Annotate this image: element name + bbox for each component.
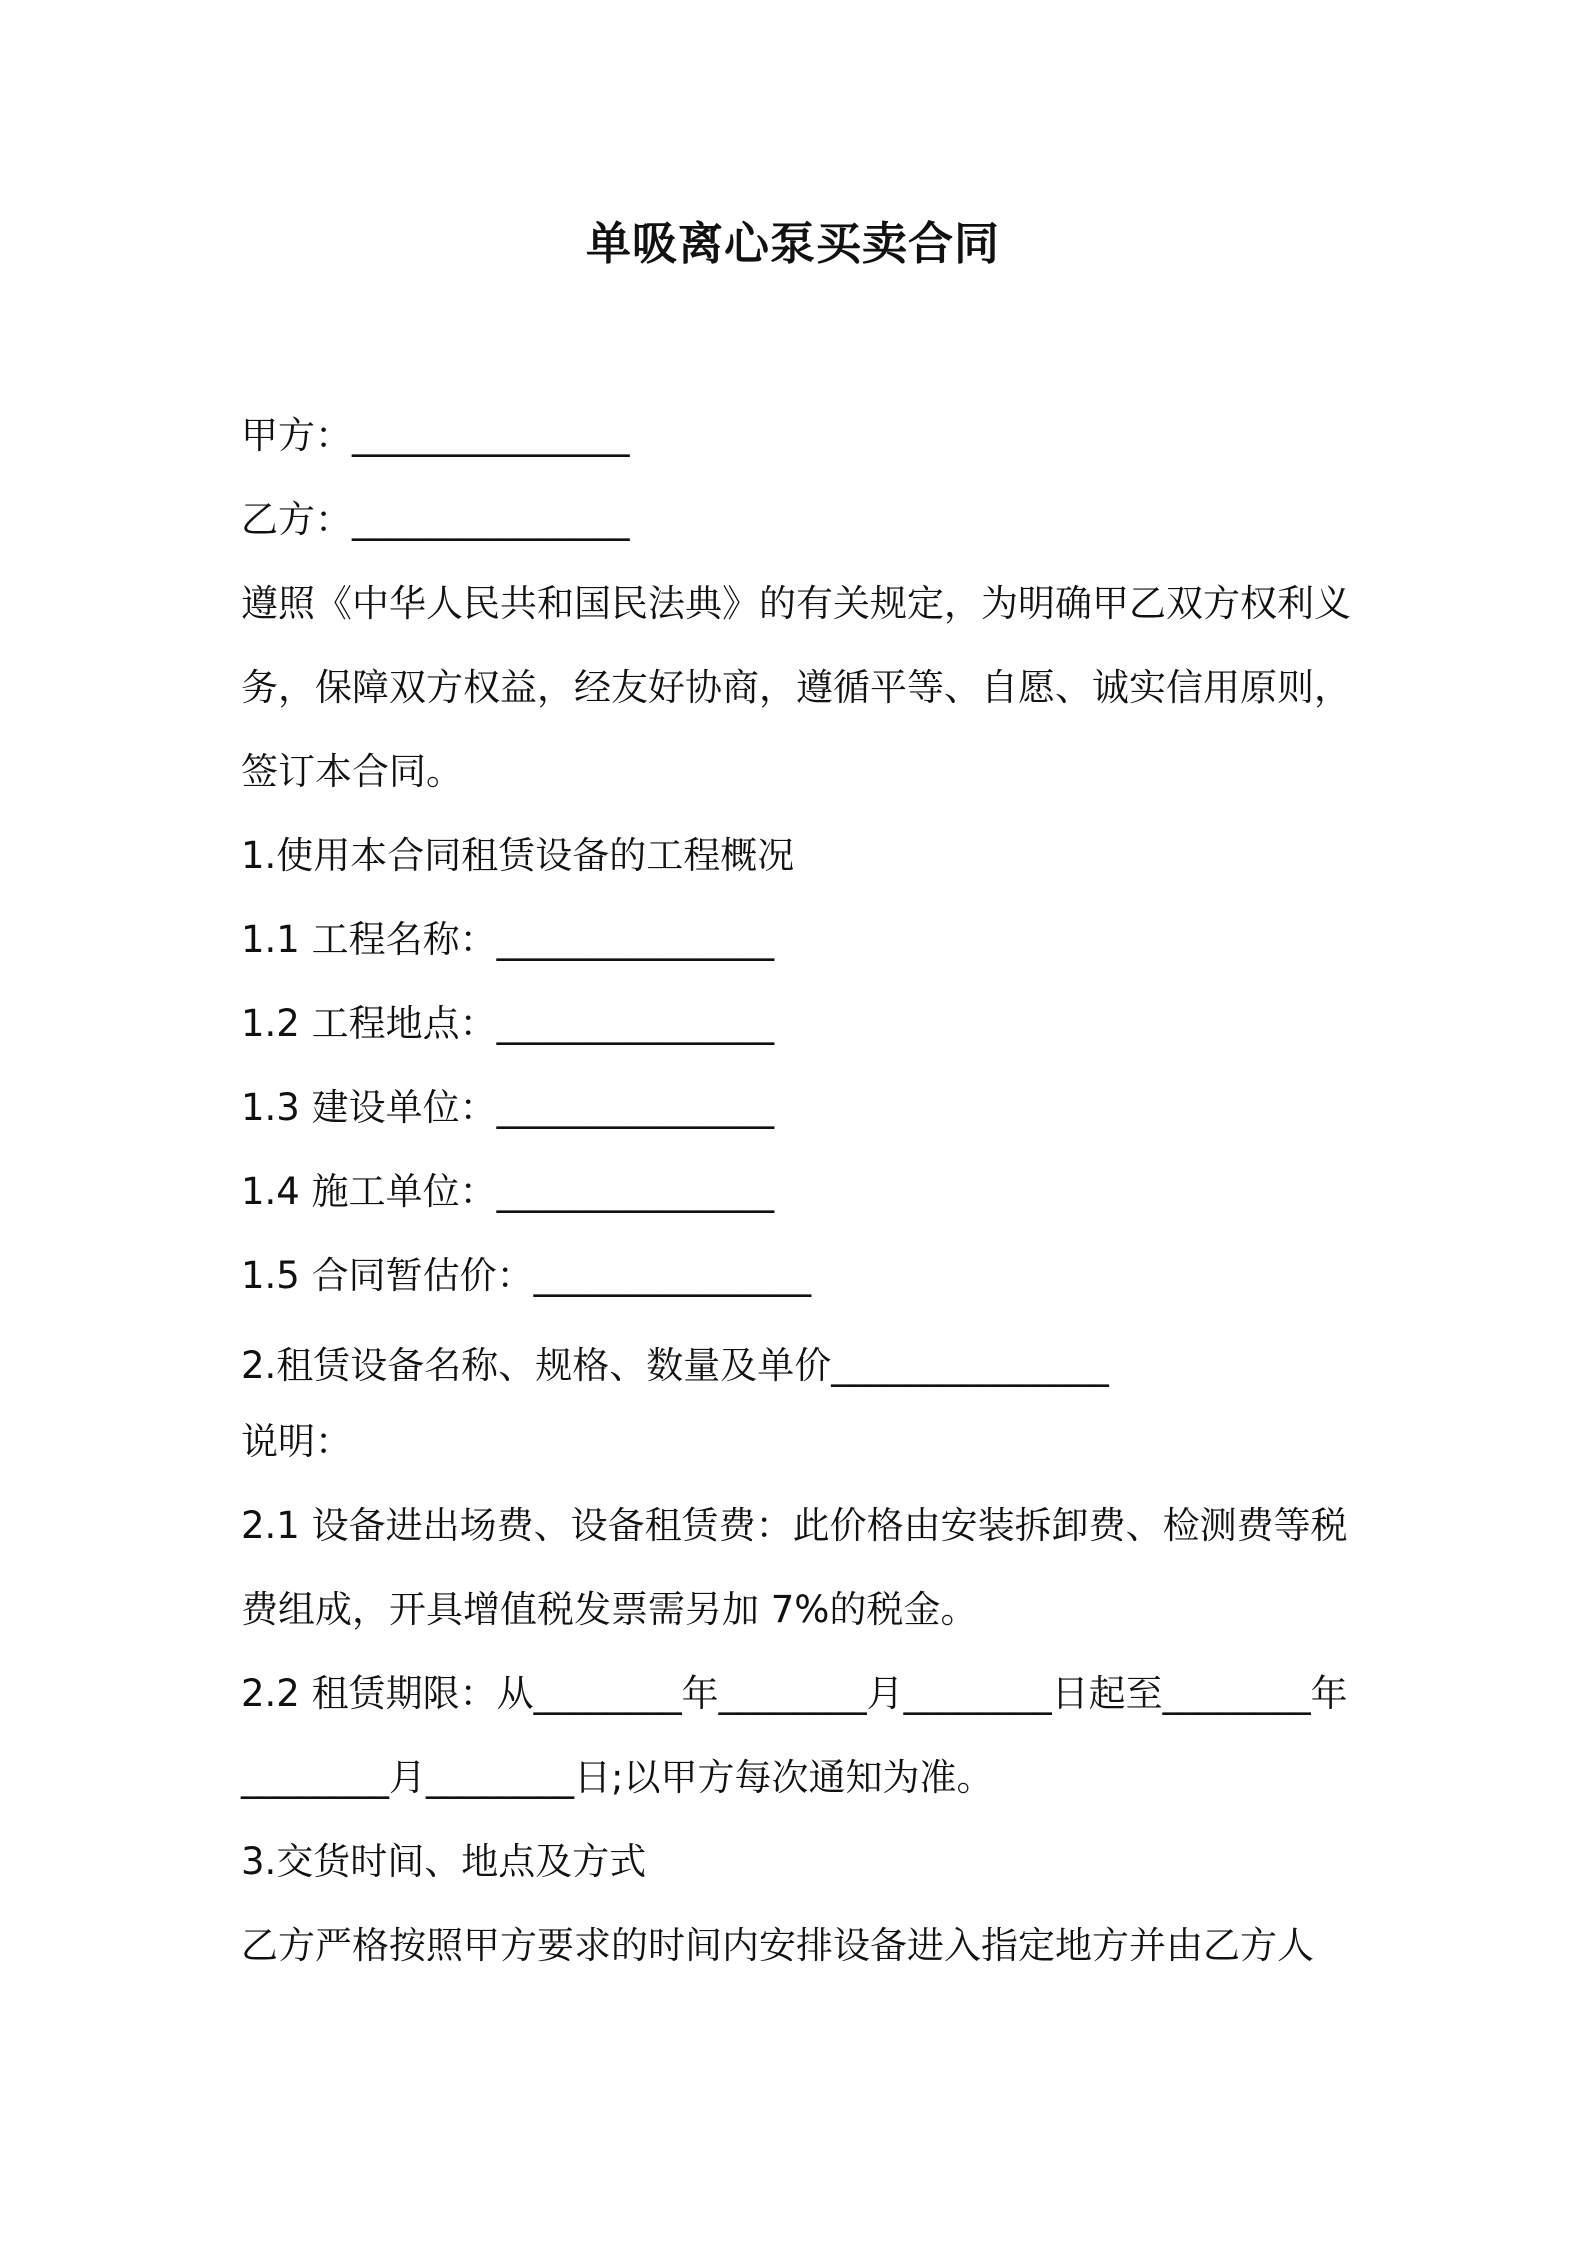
item-1-2-line: 1.2 工程地点：_______________	[241, 1002, 775, 1045]
item-1-1-line: 1.1 工程名称：_______________	[241, 918, 775, 961]
party-b-line: 乙方：_______________	[241, 498, 630, 541]
item-2-1-line-1: 2.1 设备进出场费、设备租赁费：此价格由安装拆卸费、检测费等税	[241, 1504, 1348, 1547]
item-1-5-line: 1.5 合同暂估价：_______________	[241, 1254, 812, 1297]
preamble-line-3: 签订本合同。	[241, 750, 463, 793]
item-2-2-line-2: ________月________日;以甲方每次通知为准。	[241, 1756, 994, 1799]
section-2-heading: 2.租赁设备名称、规格、数量及单价_______________	[241, 1344, 1109, 1387]
section-1-heading: 1.使用本合同租赁设备的工程概况	[241, 834, 795, 877]
section-3-heading: 3.交货时间、地点及方式	[241, 1840, 647, 1883]
item-1-3-line: 1.3 建设单位：_______________	[241, 1086, 775, 1129]
document-title: 单吸离心泵买卖合同	[585, 217, 1000, 270]
item-2-1-line-2: 费组成，开具增值税发票需另加 7%的税金。	[241, 1588, 978, 1631]
preamble-line-2: 务，保障双方权益，经友好协商，遵循平等、自愿、诚实信用原则，	[241, 666, 1351, 709]
note-label: 说明：	[241, 1420, 352, 1463]
preamble-line-1: 遵照《中华人民共和国民法典》的有关规定，为明确甲乙双方权利义	[241, 582, 1351, 625]
item-1-4-line: 1.4 施工单位：_______________	[241, 1170, 775, 1213]
section-3-body-line-1: 乙方严格按照甲方要求的时间内安排设备进入指定地方并由乙方人	[241, 1924, 1314, 1967]
item-2-2-line-1: 2.2 租赁期限：从________年________月________日起至________年	[241, 1672, 1348, 1715]
party-a-line: 甲方：_______________	[241, 414, 630, 457]
